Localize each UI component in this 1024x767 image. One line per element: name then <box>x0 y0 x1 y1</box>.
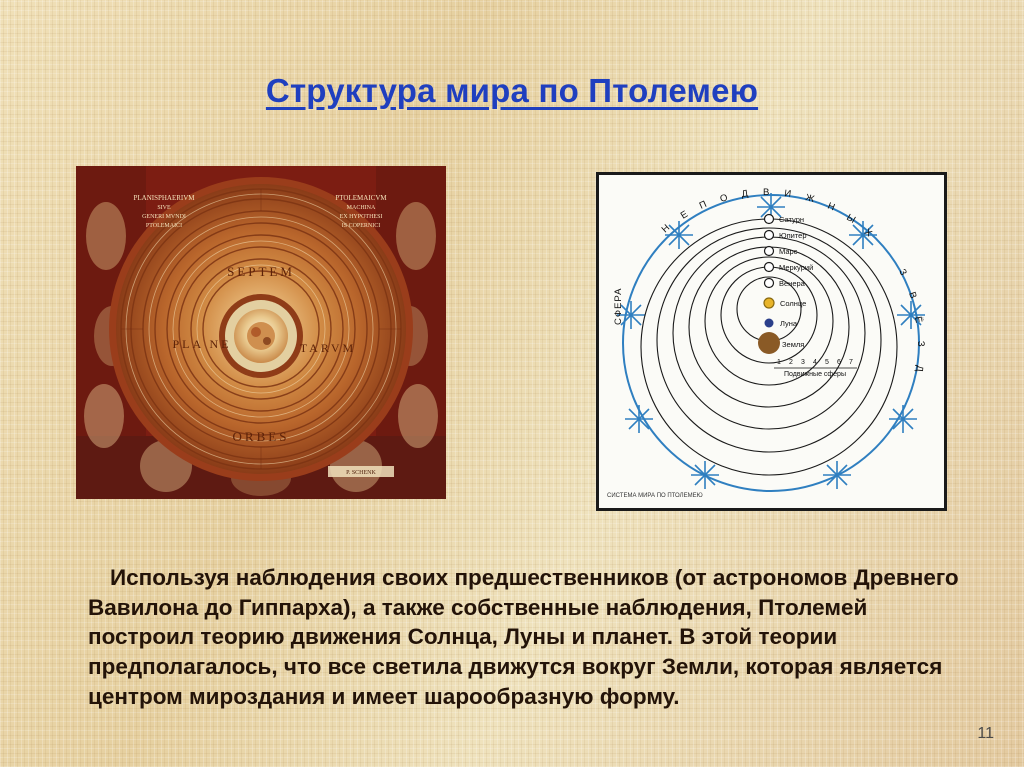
svg-text:З: З <box>915 340 927 348</box>
label-moon: Луна <box>780 319 798 328</box>
svg-text:В: В <box>763 187 771 198</box>
planet-marker-mercury <box>765 263 774 272</box>
outer-sphere-label-left: СФЕРА <box>613 287 624 325</box>
svg-text:П: П <box>697 198 710 212</box>
legend-number-5: 5 <box>825 359 829 366</box>
engraving-ring-label-orbes: ORBES <box>232 429 290 444</box>
page-number: 11 <box>977 725 994 742</box>
body-paragraph: Используя наблюдения своих предшественников (от астрономов Древнего Вавилона до Гиппарха), а также собственные наблюдения, Птолемей построил теорию движения Солнца, Луны и планет. В этой теории предполагалось, что все светила движутся вокруг Земли, которая является центром мироздания и имеет шарообразную форму. <box>88 565 959 709</box>
label-earth: Земля <box>782 340 805 349</box>
planet-marker-venus <box>765 279 774 288</box>
ptolemaic-system-diagram <box>599 175 944 508</box>
label-jupiter: Юпитер <box>779 231 807 240</box>
legend-number-7: 7 <box>849 359 853 366</box>
label-mars: Марс <box>779 247 798 256</box>
svg-text:PTOLEMAICI: PTOLEMAICI <box>145 223 183 229</box>
planet-marker-jupiter <box>765 231 774 240</box>
planet-marker-moon <box>765 319 774 328</box>
svg-text:MACHINA: MACHINA <box>346 205 376 211</box>
ptolemaic-system-diagram-image <box>596 172 947 511</box>
svg-text:GENERI MVNDI: GENERI MVNDI <box>142 214 186 220</box>
svg-text:P. SCHENK: P. SCHENK <box>346 470 376 476</box>
svg-text:Д: Д <box>913 364 925 374</box>
label-saturn: Сатурн <box>779 215 805 224</box>
svg-text:SIVE: SIVE <box>157 205 171 211</box>
svg-text:И: И <box>783 188 793 200</box>
planet-marker-mars <box>765 247 774 256</box>
engraving-label-top-right: PTOLEMAICVM <box>335 194 387 202</box>
svg-text:Н: Н <box>659 221 673 236</box>
engraving-label-top-left: PLANISPHAERIVM <box>133 194 195 202</box>
legend-number-6: 6 <box>837 359 841 366</box>
svg-text:EX HYPOTHESI: EX HYPOTHESI <box>339 214 383 220</box>
svg-text:О: О <box>718 191 730 205</box>
planet-marker-saturn <box>765 215 774 224</box>
legend-number-2: 2 <box>789 359 793 366</box>
svg-text:Н: Н <box>825 200 838 214</box>
label-mercury: Меркурий <box>779 263 814 272</box>
ptolemaic-planisphere-image <box>76 166 446 499</box>
svg-text:З: З <box>896 267 910 279</box>
svg-text:Е: Е <box>678 208 691 222</box>
svg-text:Ж: Ж <box>804 192 817 206</box>
label-sun: Солнце <box>780 299 807 308</box>
svg-text:Д: Д <box>740 188 750 200</box>
planet-marker-sun <box>764 298 774 308</box>
planisphere-illustration <box>76 166 446 499</box>
svg-text:Х: Х <box>862 226 875 240</box>
svg-text:Ы: Ы <box>844 212 859 227</box>
svg-text:IS COPERNICI: IS COPERNICI <box>341 223 381 229</box>
label-venus: Венера <box>779 279 805 288</box>
legend-title: Подвижные сферы <box>784 371 846 378</box>
page-title: Структура мира по Птолемею <box>265 72 759 109</box>
engraving-ring-label-septem: SEPTEM <box>227 264 295 279</box>
svg-text:В: В <box>906 290 919 301</box>
legend-number-1: 1 <box>777 359 781 366</box>
svg-text:Ё: Ё <box>912 315 925 325</box>
legend-number-3: 3 <box>801 359 805 366</box>
engraving-ring-label-tarvm: TARVM <box>299 341 357 355</box>
legend-number-4: 4 <box>813 359 817 366</box>
diagram-caption: СИСТЕМА МИРА ПО ПТОЛЕМЕЮ <box>607 493 703 499</box>
engraving-ring-label-plane: PLA NE <box>172 337 232 351</box>
